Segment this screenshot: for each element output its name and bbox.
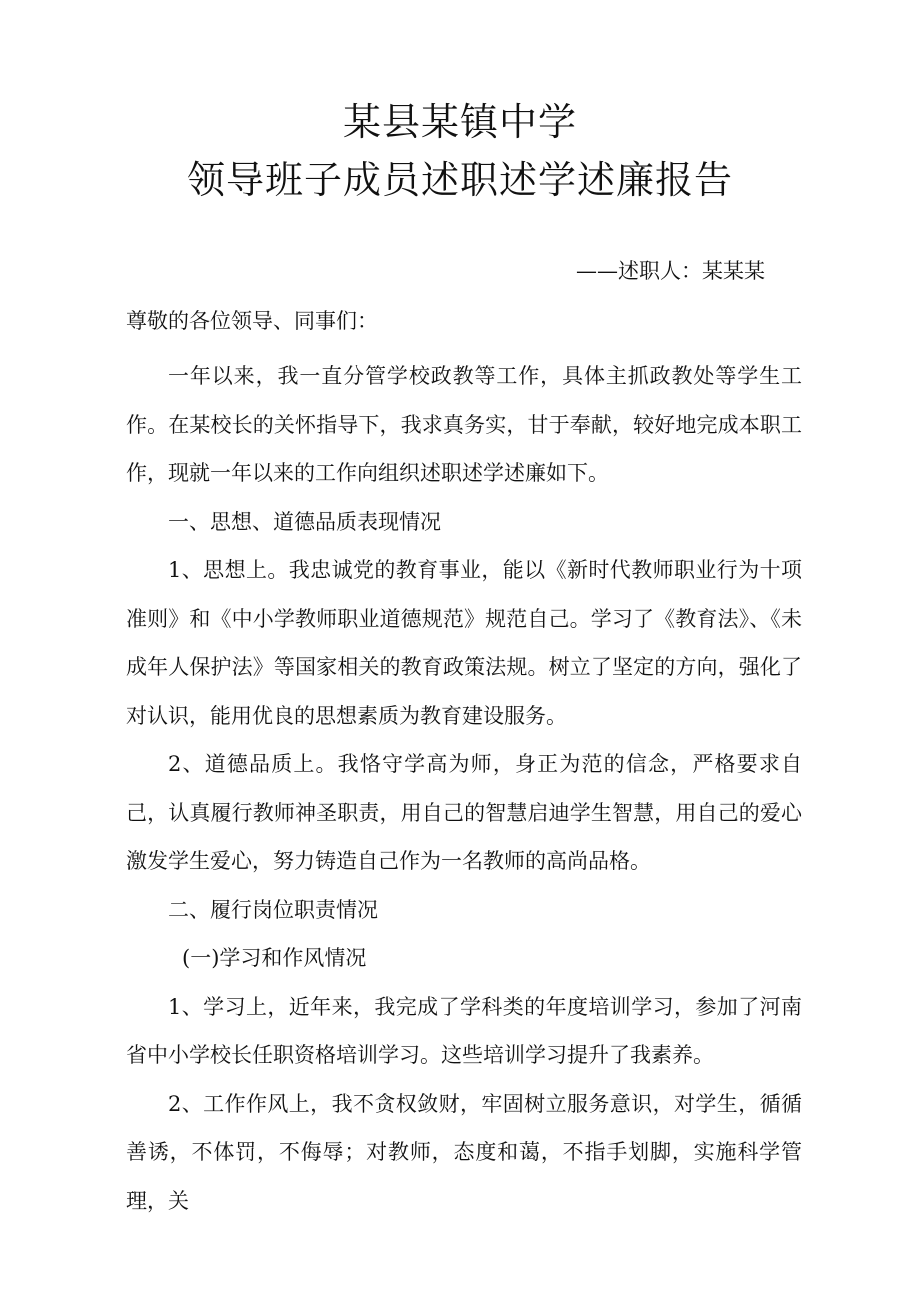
document-title-report: 领导班子成员述职述学述廉报告: [186, 158, 733, 202]
reporter-signature: ——述职人：某某某: [576, 259, 765, 283]
paragraph-work-style: 2、工作作风上，我不贪权敛财，牢固树立服务意识，对学生，循循善诱，不体罚，不侮辱；对教师，态度和蔼，不指手划脚，实施科学管理，关: [126, 1091, 802, 1213]
section-heading-2: 二、履行岗位职责情况: [168, 897, 378, 922]
paragraph-intro: 一年以来，我一直分管学校政教等工作，具体主抓政教处等学生工作。在某校长的关怀指导下，我求真务实，甘于奉献，较好地完成本职工作，现就一年以来的工作向组织述职述学述廉如下。: [126, 364, 802, 485]
report-body: [126, 352, 802, 1225]
salutation: 尊敬的各位领导、同事们：: [126, 309, 378, 333]
paragraph-thought: 1、思想上。我忠诚党的教育事业，能以《新时代教师职业行为十项准则》和《中小学教师职业道德规范》规范自己。学习了《教育法》、《未成年人保护法》等国家相关的教育政策法规。树立了坚定的方向，强化了对认识，能用优良的思想素质为教育建设服务。: [126, 558, 802, 728]
paragraph-study: 1、学习上，近年来，我完成了学科类的年度培训学习，参加了河南省中小学校长任职资格培训学习。这些培训学习提升了我素养。: [126, 994, 802, 1067]
document-title-school: 某县某镇中学: [342, 100, 577, 144]
subsection-heading-1: (一)学习和作风情况: [182, 946, 367, 970]
section-heading-1: 一、思想、道德品质表现情况: [168, 509, 441, 534]
paragraph-moral: 2、道德品质上。我恪守学高为师，身正为范的信念，严格要求自己，认真履行教师神圣职责，用自己的智慧启迪学生智慧，用自己的爱心激发学生爱心，努力铸造自己作为一名教师的高尚品格。: [126, 752, 802, 873]
